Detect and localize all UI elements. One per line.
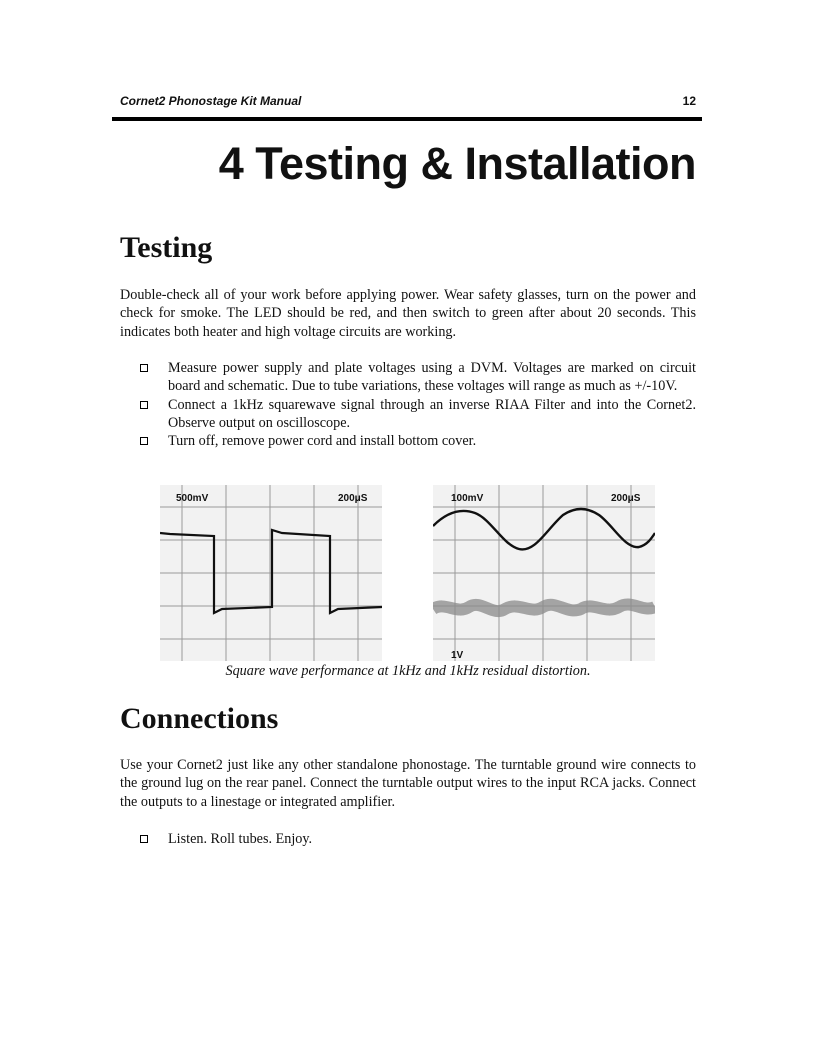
list-item <box>140 396 696 433</box>
lower-trace-volts-label: 1V <box>451 650 464 661</box>
bullet-text: Listen. Roll tubes. Enjoy. <box>168 831 313 847</box>
header-rule <box>112 117 702 121</box>
square-wave-scope <box>160 485 382 661</box>
list-item <box>140 432 696 450</box>
testing-paragraph: Double-check all of your work before applying power. Wear safety glasses, turn on the power and check for smoke. The LED should be red, and then switch to green after about 20 seconds. This indicates both heater and high voltage circuits are working. <box>120 287 696 340</box>
checkbox-bullet-icon <box>140 364 148 372</box>
list-item <box>140 359 696 396</box>
checkbox-bullet-icon <box>140 437 148 445</box>
sine-wave-trace <box>433 509 655 549</box>
manual-title: Cornet2 Phonostage Kit Manual <box>120 94 302 108</box>
bullet-text: Connect a 1kHz squarewave signal through an inverse RIAA Filter and into the Cornet2. Observe output on oscilloscope. <box>168 396 696 431</box>
distortion-scope <box>433 485 655 661</box>
time-per-div-label: 200μS <box>338 493 368 504</box>
square-wave-plot <box>160 485 382 661</box>
bullet-text: Turn off, remove power cord and install bottom cover. <box>168 433 477 450</box>
volts-per-div-label: 500mV <box>176 493 209 504</box>
bullet-text: Measure power supply and plate voltages using a DVM. Voltages are marked on circuit board and schematic. Due to tube variations, these voltages will range as much as +/-10V. <box>168 360 696 395</box>
chapter-title: 4 Testing & Installation <box>218 138 696 189</box>
volts-per-div-label: 100mV <box>451 493 484 504</box>
figure-caption: Square wave performance at 1kHz and 1kHz residual distortion. <box>225 663 591 679</box>
page-number: 12 <box>682 94 696 108</box>
connections-bullet-list <box>140 830 696 848</box>
connections-heading: Connections <box>120 702 279 735</box>
square-wave-trace <box>160 530 382 613</box>
checkbox-bullet-icon <box>140 401 148 409</box>
residual-distortion-trace <box>433 604 655 611</box>
time-per-div-label: 200μS <box>611 493 641 504</box>
distortion-plot <box>433 485 655 661</box>
running-header <box>120 94 696 108</box>
list-item <box>140 830 696 848</box>
testing-bullet-list <box>140 359 696 450</box>
connections-paragraph: Use your Cornet2 just like any other standalone phonostage. The turntable ground wire connects to the ground lug on the rear panel. Connect the turntable output wires to the input RCA jacks. Connect the outputs to a linestage or integrated amplifier. <box>120 757 696 810</box>
testing-heading: Testing <box>120 231 213 264</box>
checkbox-bullet-icon <box>140 835 148 843</box>
